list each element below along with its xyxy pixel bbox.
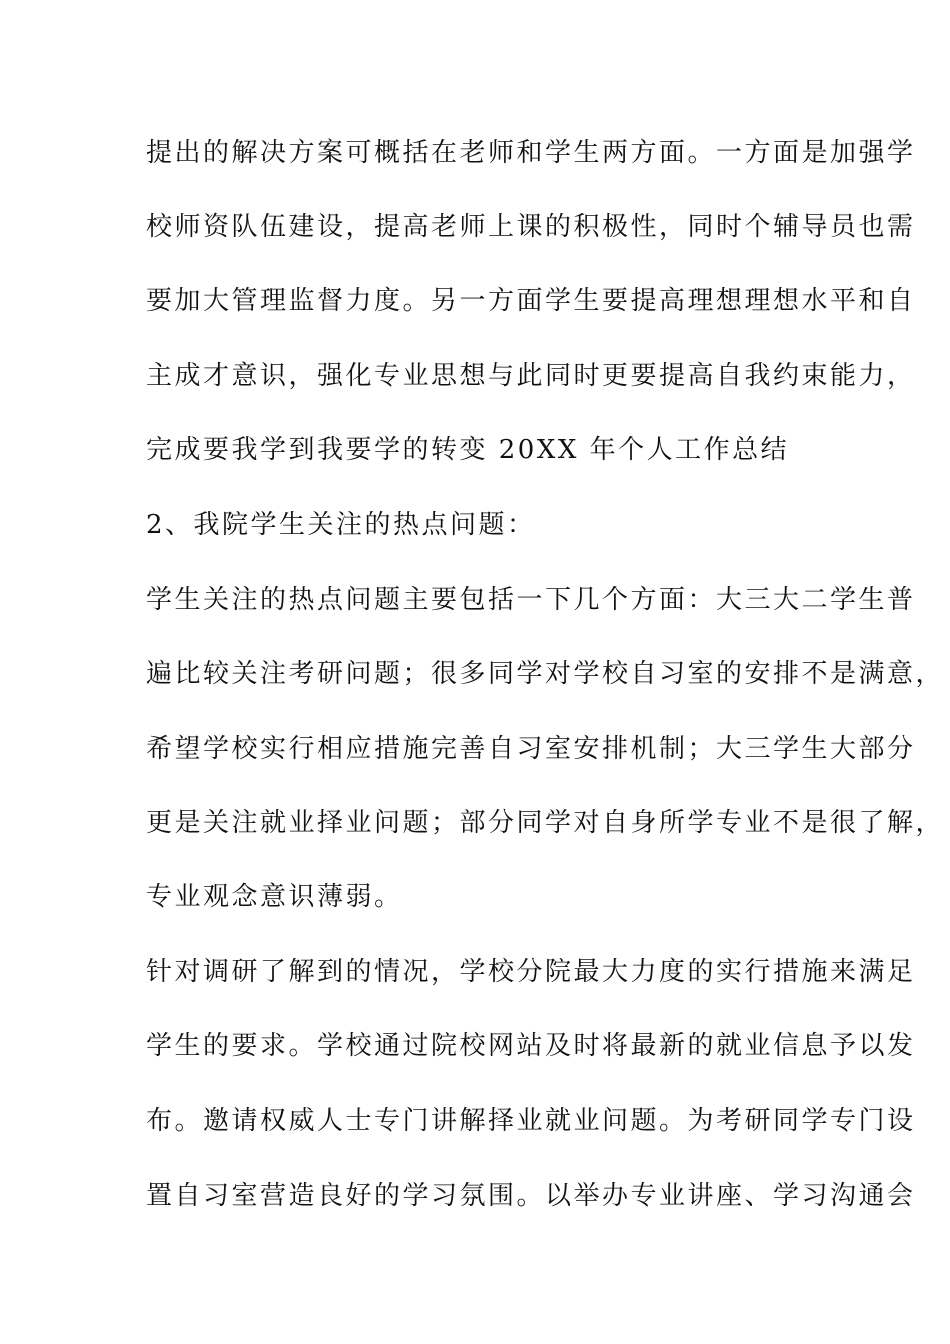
text-line: 校师资队伍建设，提高老师上课的积极性，同时个辅导员也需 bbox=[146, 212, 916, 242]
text-line: 学生的要求。学校通过院校网站及时将最新的就业信息予以发 bbox=[146, 1031, 916, 1061]
text-line: 要加大管理监督力度。另一方面学生要提高理想理想水平和自 bbox=[146, 286, 916, 316]
text-line: 完成要我学到我要学的转变 20XX 年个人工作总结 bbox=[146, 435, 790, 465]
section-heading: 2、我院学生关注的热点问题： bbox=[146, 510, 536, 540]
text-line: 希望学校实行相应措施完善自习室安排机制；大三学生大部分 bbox=[146, 734, 916, 764]
text-line: 更是关注就业择业问题；部分同学对自身所学专业不是很了解， bbox=[146, 808, 945, 838]
text-line: 学生关注的热点问题主要包括一下几个方面：大三大二学生普 bbox=[146, 585, 916, 615]
text-line: 遍比较关注考研问题；很多同学对学校自习室的安排不是满意， bbox=[146, 659, 945, 689]
text-line: 置自习室营造良好的学习氛围。以举办专业讲座、学习沟通会 bbox=[146, 1181, 916, 1211]
text-line: 主成才意识，强化专业思想与此同时更要提高自我约束能力， bbox=[146, 361, 916, 391]
text-line: 专业观念意识薄弱。 bbox=[146, 882, 403, 912]
text-line: 布。邀请权威人士专门讲解择业就业问题。为考研同学专门设 bbox=[146, 1106, 916, 1136]
text-line: 提出的解决方案可概括在老师和学生两方面。一方面是加强学 bbox=[146, 138, 916, 168]
text-line: 针对调研了解到的情况，学校分院最大力度的实行措施来满足 bbox=[146, 957, 916, 987]
